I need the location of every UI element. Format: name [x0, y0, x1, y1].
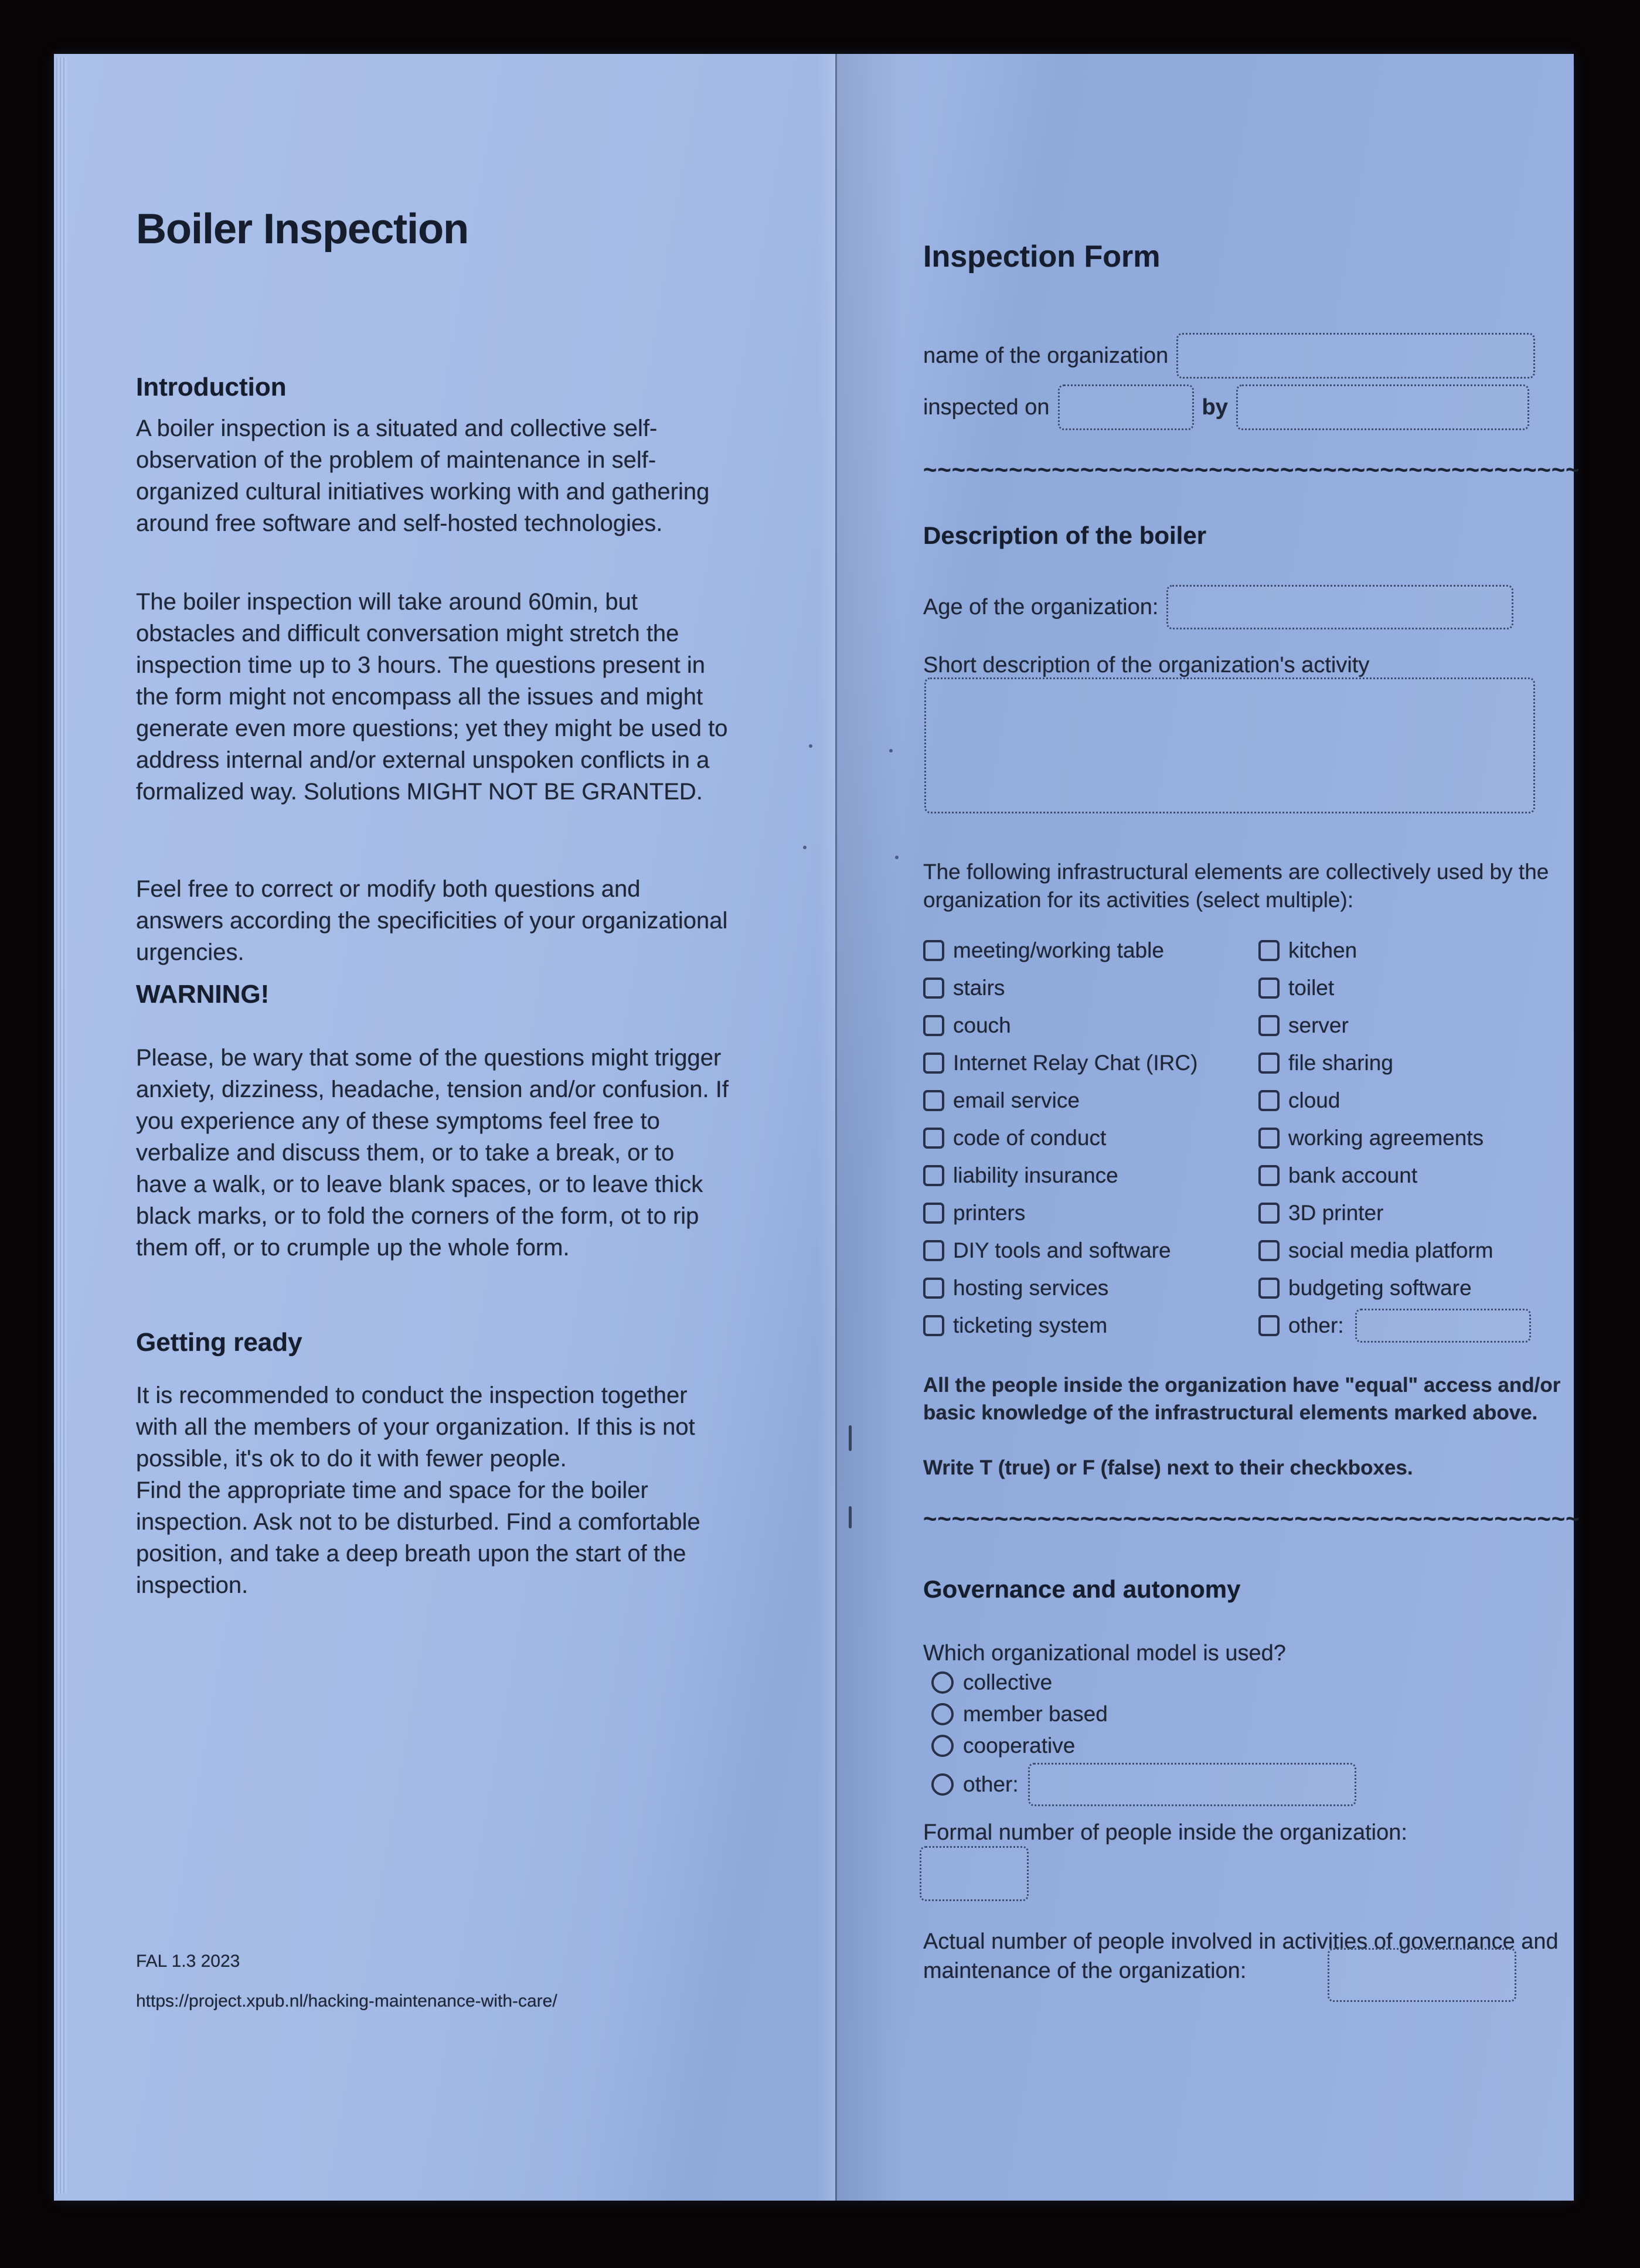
footer-url: https://project.xpub.nl/hacking-maintenance-with-care/	[136, 1991, 557, 2011]
formal-number-label: Formal number of people inside the organization:	[923, 1820, 1407, 1845]
tilde-divider: ~~~~~~~~~~~~~~~~~~~~~~~~~~~~~~~~~~~~~~~~~~~~~~	[923, 457, 1580, 483]
checklist-item	[923, 1007, 1258, 1044]
dust-speck	[895, 856, 899, 859]
getting-ready-heading: Getting ready	[136, 1328, 302, 1357]
organization-age-label: Age of the organization:	[923, 594, 1159, 619]
warning-paragraph: Please, be wary that some of the questions might trigger anxiety, dizziness, headache, tension and/or confusion. If you experience any of these symptoms feel free to verbalize and discuss them, or to take a break, or to have a walk, or to leave blank spaces, or to leave thick black marks, or to fold the corners of the form, ot to rip them off, or to crumple up the whole form.	[136, 1045, 729, 1261]
left-page	[136, 54, 731, 2201]
center-fold-shadow	[837, 54, 901, 2201]
checkbox-label: social media platform	[1288, 1238, 1493, 1262]
footer-version: FAL 1.3 2023	[136, 1952, 240, 1971]
checklist-item	[923, 1044, 1258, 1082]
other-infrastructure-field[interactable]	[1355, 1309, 1531, 1343]
checklist-item	[923, 1119, 1258, 1157]
organization-name-field[interactable]	[1176, 333, 1535, 379]
checkbox-server[interactable]	[1258, 1015, 1280, 1036]
radio-member-based[interactable]	[931, 1703, 954, 1725]
checklist-item	[1258, 969, 1574, 1007]
organization-name-row	[923, 333, 1568, 379]
checklist-item	[1258, 932, 1574, 969]
introduction-heading: Introduction	[136, 373, 287, 401]
checkbox-label: printers	[953, 1201, 1026, 1225]
checkbox-bank-account[interactable]	[1258, 1165, 1280, 1186]
checkbox-code-of-conduct[interactable]	[923, 1128, 944, 1149]
checkbox-toilet[interactable]	[1258, 978, 1280, 999]
introduction-paragraph-1: A boiler inspection is a situated and collective self-observation of the problem of maintenance in self-organized cultural initiatives working with and gathering around free software and self-hosted technologies.	[136, 416, 710, 536]
form-title: Inspection Form	[923, 240, 1161, 274]
short-description-field[interactable]	[924, 677, 1535, 813]
checklist-item	[923, 1232, 1258, 1269]
checkbox-label: email service	[953, 1088, 1080, 1112]
checkbox-label: meeting/working table	[953, 938, 1164, 962]
checklist-item	[923, 1269, 1258, 1307]
dust-speck	[809, 744, 812, 748]
checkbox-label: toilet	[1288, 976, 1335, 1000]
equal-access-note: All the people inside the organization have "equal" access and/or basic knowledge of the infrastructural elements marked above.	[923, 1374, 1561, 1424]
dust-speck	[803, 846, 807, 849]
checkbox-label: budgeting software	[1288, 1276, 1472, 1300]
checkbox-hosting-services[interactable]	[923, 1278, 944, 1299]
checkbox-label: stairs	[953, 976, 1005, 1000]
checklist-item	[1258, 1194, 1574, 1232]
formal-number-field[interactable]	[920, 1846, 1029, 1901]
checkbox-budgeting-software[interactable]	[1258, 1278, 1280, 1299]
infrastructure-intro: The following infrastructural elements are collectively used by the organization for its activities (select multiple):	[923, 860, 1549, 912]
checkbox-3d-printer[interactable]	[1258, 1203, 1280, 1224]
inspected-on-label: inspected on	[923, 394, 1050, 420]
model-option	[931, 1702, 1108, 1726]
actual-number-field[interactable]	[1328, 1948, 1516, 2002]
inspected-row	[923, 384, 1568, 430]
checkbox-label: 3D printer	[1288, 1201, 1384, 1225]
model-question: Which organizational model is used?	[923, 1641, 1286, 1666]
checkbox-label: ticketing system	[953, 1313, 1108, 1337]
checkbox-other[interactable]	[1258, 1315, 1280, 1336]
inspected-by-label: by	[1202, 394, 1228, 420]
checklist-item	[923, 932, 1258, 969]
checklist-item	[1258, 1082, 1574, 1119]
checklist-item	[1258, 1307, 1574, 1344]
checklist-item	[1258, 1044, 1574, 1082]
checkbox-label: cloud	[1288, 1088, 1340, 1112]
model-option	[931, 1734, 1075, 1758]
checkbox-couch[interactable]	[923, 1015, 944, 1036]
staple-mark	[849, 1425, 852, 1451]
short-description-label: Short description of the organization's activity	[923, 653, 1370, 677]
scanned-paper-sheet	[54, 54, 1580, 2201]
radio-label: other:	[963, 1772, 1019, 1796]
infrastructure-checklist	[923, 932, 1574, 1344]
organization-age-row	[923, 585, 1568, 629]
warning-heading: WARNING!	[136, 980, 270, 1009]
organization-name-label: name of the organization	[923, 343, 1169, 368]
checkbox-ticketing-system[interactable]	[923, 1315, 944, 1336]
introduction-paragraph-3: Feel free to correct or modify both questions and answers according the specificities of your organizational urgencies.	[136, 876, 728, 965]
radio-label: member based	[963, 1702, 1108, 1726]
checkbox-label: DIY tools and software	[953, 1238, 1171, 1262]
document-title: Boiler Inspection	[136, 206, 469, 253]
inspected-by-field[interactable]	[1236, 384, 1529, 430]
radio-other[interactable]	[931, 1773, 954, 1796]
checklist-item	[923, 1194, 1258, 1232]
checkbox-label: other:	[1288, 1313, 1344, 1337]
radio-label: collective	[963, 1670, 1053, 1694]
checklist-column-right	[1258, 932, 1574, 1344]
checkbox-diy-tools[interactable]	[923, 1240, 944, 1261]
checkbox-social-media-platform[interactable]	[1258, 1240, 1280, 1261]
equal-access-instruction: Write T (true) or F (false) next to their checkboxes.	[923, 1456, 1413, 1479]
tilde-divider: ~~~~~~~~~~~~~~~~~~~~~~~~~~~~~~~~~~~~~~~~~~~~~~	[923, 1506, 1580, 1532]
model-option	[931, 1670, 1052, 1695]
checkbox-label: kitchen	[1288, 938, 1357, 962]
checklist-item	[1258, 1232, 1574, 1269]
checklist-item	[1258, 1119, 1574, 1157]
checkbox-label: bank account	[1288, 1163, 1418, 1187]
other-model-field[interactable]	[1028, 1763, 1356, 1806]
checkbox-printers[interactable]	[923, 1203, 944, 1224]
checkbox-liability-insurance[interactable]	[923, 1165, 944, 1186]
getting-ready-paragraph-1: It is recommended to conduct the inspection together with all the members of your organization. If this is not possible, it's ok to do it with fewer people.	[136, 1382, 695, 1472]
checkbox-stairs[interactable]	[923, 978, 944, 999]
organization-age-field[interactable]	[1166, 585, 1513, 629]
checkbox-kitchen[interactable]	[1258, 940, 1280, 961]
actual-number-label: Actual number of people involved in activities of governance and maintenance of the organization:	[923, 1929, 1559, 1983]
checklist-item	[1258, 1007, 1574, 1044]
checklist-item	[1258, 1269, 1574, 1307]
checkbox-irc[interactable]	[923, 1053, 944, 1074]
staple-mark	[849, 1506, 852, 1528]
checkbox-label: liability insurance	[953, 1163, 1118, 1187]
getting-ready-paragraph-2: Find the appropriate time and space for the boiler inspection. Ask not to be disturbed. Find a comfortable position, and take a deep breath upon the start of the inspection.	[136, 1477, 700, 1598]
checklist-item	[923, 1307, 1258, 1344]
checklist-item	[923, 1082, 1258, 1119]
inspected-on-field[interactable]	[1058, 384, 1194, 430]
center-fold-highlight	[818, 54, 835, 2201]
checkbox-meeting-working-table[interactable]	[923, 940, 944, 961]
checkbox-label: Internet Relay Chat (IRC)	[953, 1051, 1198, 1075]
radio-label: cooperative	[963, 1734, 1076, 1758]
paper-stack-edge	[56, 57, 67, 2194]
checklist-item	[1258, 1157, 1574, 1194]
checkbox-email-service[interactable]	[923, 1090, 944, 1111]
description-section-heading: Description of the boiler	[923, 522, 1207, 549]
dust-speck	[889, 749, 893, 752]
checkbox-label: working agreements	[1288, 1126, 1484, 1150]
checklist-item	[923, 1157, 1258, 1194]
checkbox-cloud[interactable]	[1258, 1090, 1280, 1111]
checkbox-label: server	[1288, 1013, 1349, 1037]
radio-collective[interactable]	[931, 1671, 954, 1694]
right-page	[923, 54, 1580, 2201]
governance-section-heading: Governance and autonomy	[923, 1575, 1241, 1603]
checkbox-label: hosting services	[953, 1276, 1109, 1300]
checklist-column-left	[923, 932, 1258, 1344]
checkbox-label: couch	[953, 1013, 1011, 1037]
checkbox-label: code of conduct	[953, 1126, 1107, 1150]
model-option	[931, 1763, 1356, 1806]
checkbox-file-sharing[interactable]	[1258, 1053, 1280, 1074]
checkbox-working-agreements[interactable]	[1258, 1128, 1280, 1149]
radio-cooperative[interactable]	[931, 1735, 954, 1757]
checkbox-label: file sharing	[1288, 1051, 1393, 1075]
introduction-paragraph-2: The boiler inspection will take around 60min, but obstacles and difficult conversation might stretch the inspection time up to 3 hours. The questions present in the form might not encompass all the issues and might generate even more questions; yet they might be used to address internal and/or external unspoken conflicts in a formalized way. Solutions MIGHT NOT BE GRANTED.	[136, 589, 728, 805]
checklist-item	[923, 969, 1258, 1007]
